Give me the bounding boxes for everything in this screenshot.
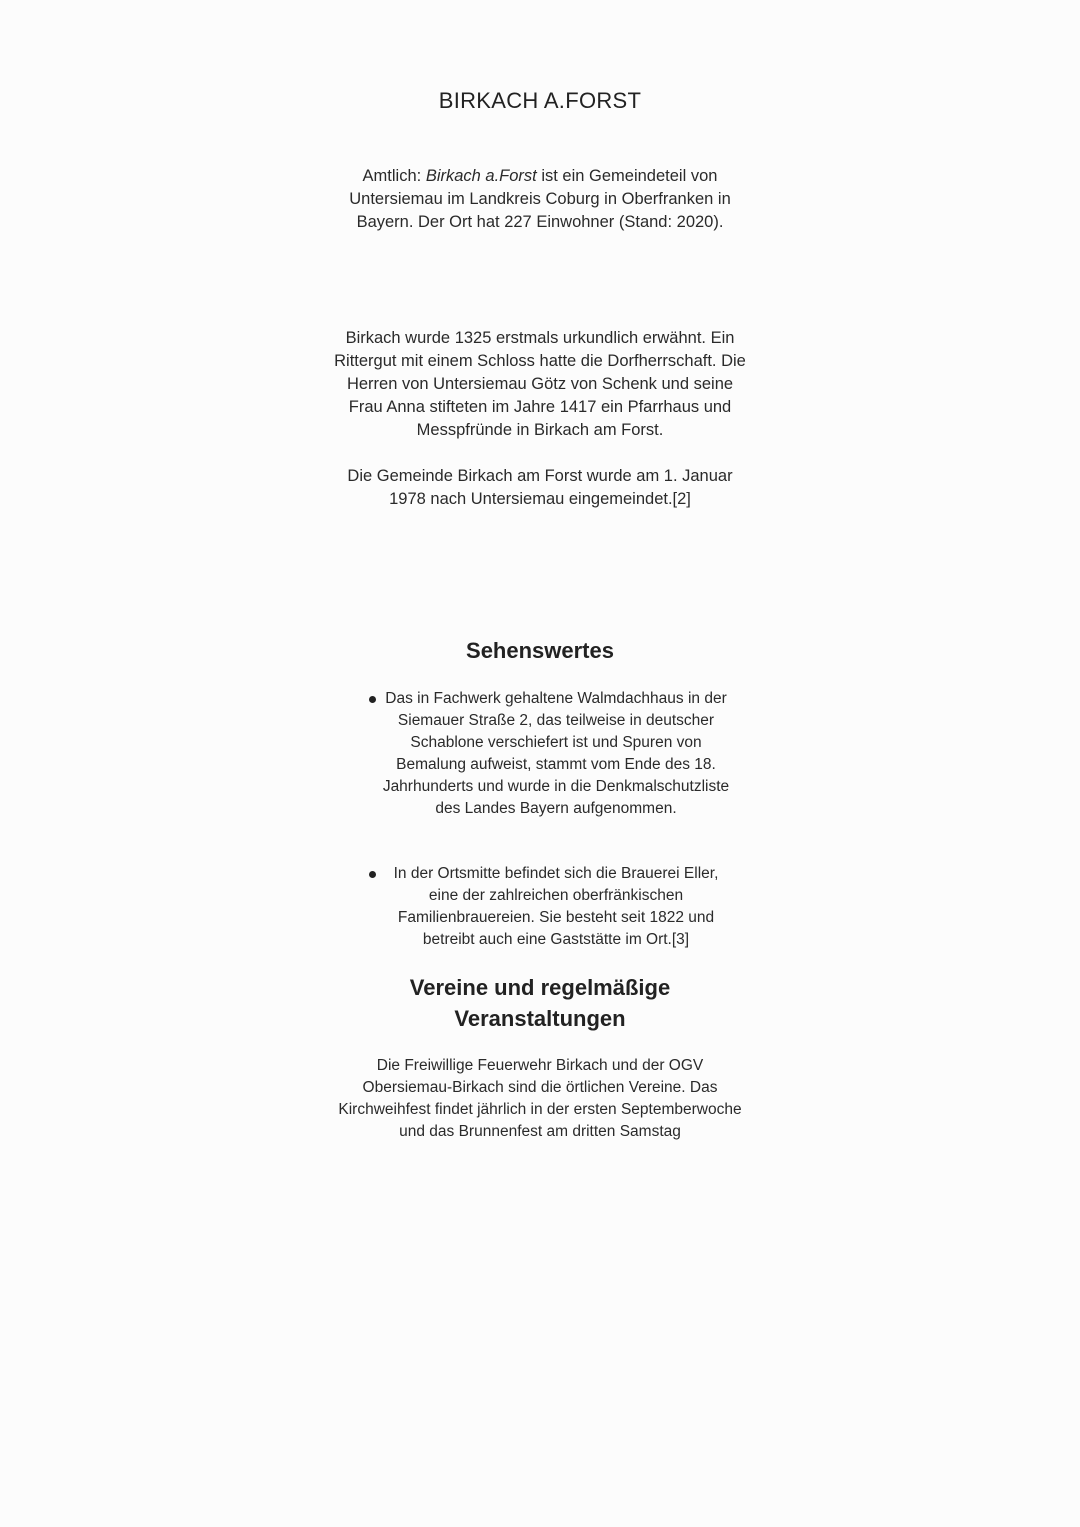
page-title: BIRKACH A.FORST xyxy=(438,88,642,113)
sights-list-continued xyxy=(360,863,730,951)
intro-text xyxy=(330,165,750,234)
bullet-icon xyxy=(369,696,376,703)
sights-heading: Sehenswertes xyxy=(466,638,614,663)
list-item xyxy=(360,863,730,951)
intro-prefix: Amtlich: xyxy=(362,167,426,185)
history-paragraph-2: Die Gemeinde Birkach am Forst wurde am 1. Januar 1978 nach Untersiemau eingemeindet.[2] xyxy=(347,467,733,508)
intro-paragraph xyxy=(330,165,750,234)
sights-list xyxy=(360,688,730,820)
clubs-paragraph: Die Freiwillige Feuerwehr Birkach und der OGV Obersiemau-Birkach sind die örtlichen Vereine. Das Kirchweihfest findet jährlich in der ersten Septemberwoche und das Brunnenfest am dritten Samstag xyxy=(338,1057,742,1140)
list-item-text: Das in Fachwerk gehaltene Walmdachhaus in der Siemauer Straße 2, das teilweise in deutscher Schablone verschiefert ist und Spuren von Bemalung aufweist, stammt vom Ende des 18. Jahrhunderts und wurde in die Denkmalschutzliste des Landes Bayern aufgenommen. xyxy=(382,690,730,817)
intro-body: ist ein Gemeindeteil von Untersiemau im Landkreis Coburg in Oberfranken in Bayern. Der Ort hat 227 Einwohner (Stand: 2020). xyxy=(349,167,731,231)
intro-place-name: Birkach a.Forst xyxy=(425,167,537,185)
history-section xyxy=(330,327,750,511)
list-item xyxy=(360,688,730,820)
list-item-text: In der Ortsmitte befindet sich die Brauerei Eller, eine der zahlreichen oberfränkischen Familienbrauereien. Sie besteht seit 1822 und betreibt auch eine Gaststätte im Ort.[3] xyxy=(393,865,719,948)
history-paragraph-1: Birkach wurde 1325 erstmals urkundlich erwähnt. Ein Rittergut mit einem Schloss hatte die Dorfherrschaft. Die Herren von Untersiemau Götz von Schenk und seine Frau Anna stifteten im Jahre 1417 ein Pfarrhaus und Messpfründe in Birkach am Forst. xyxy=(334,329,746,439)
bullet-icon xyxy=(369,871,376,878)
clubs-heading: Vereine und regelmäßige Veranstaltungen xyxy=(409,975,671,1031)
